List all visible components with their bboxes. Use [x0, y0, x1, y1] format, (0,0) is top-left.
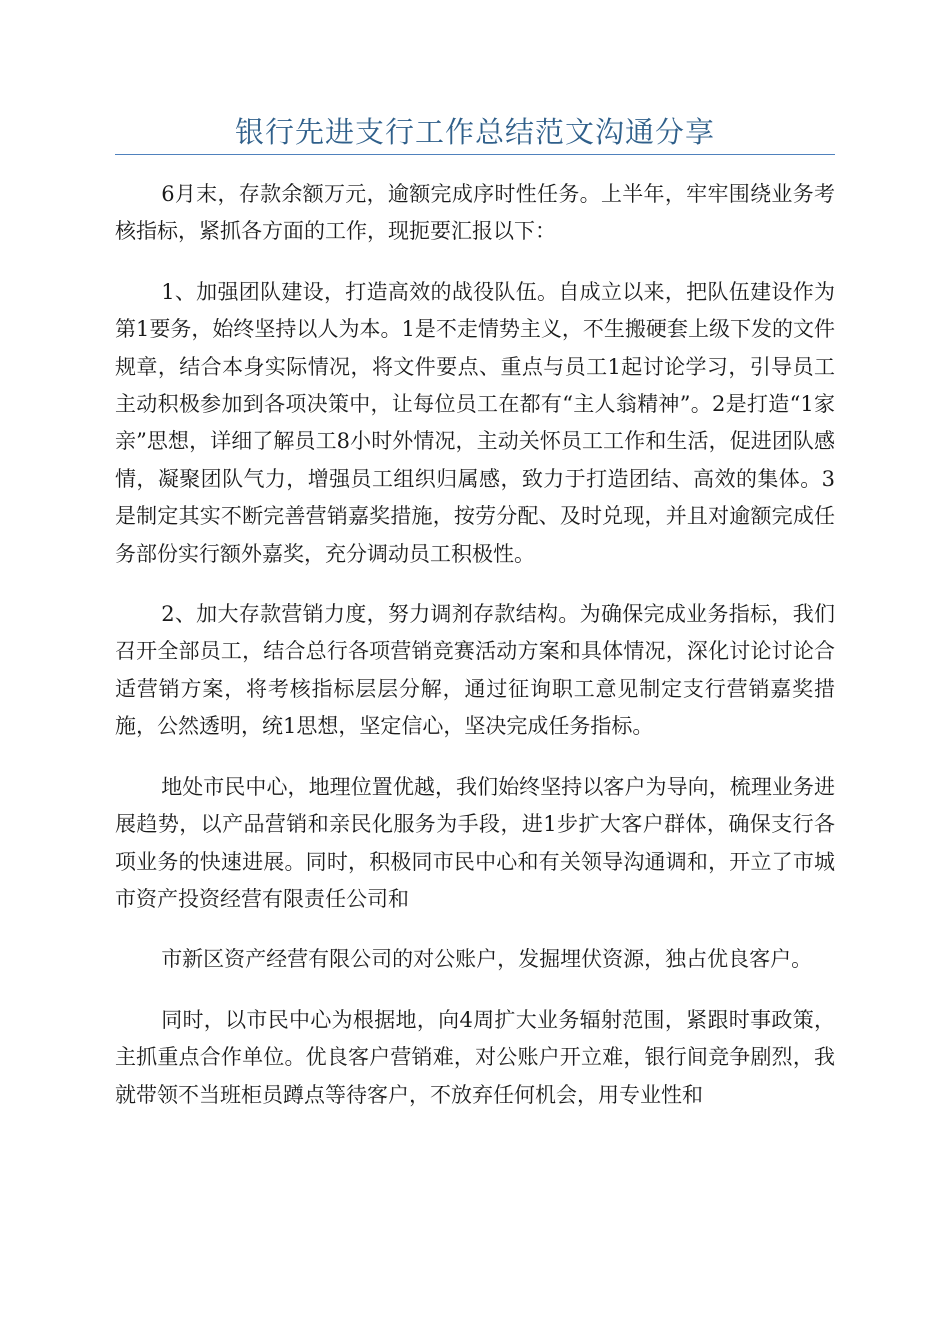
- paragraph-3: 2、加大存款营销力度，努力调剂存款结构。为确保完成业务指标，我们召开全部员工，结合总行各项营销竞赛活动方案和具体情况，深化讨论讨论合适营销方案，将考核指标层层分解，通过征询职工意见制定支行营销嘉奖措施，公然透明，统1思想，坚定信心，坚决完成任务指标。: [115, 602, 835, 739]
- paragraph-5: 市新区资产经营有限公司的对公账户，发掘埋伏资源，独占优良客户。: [161, 947, 813, 972]
- paragraph-2: 1、加强团队建设，打造高效的战役队伍。自成立以来，把队伍建设作为第1要务，始终坚持以人为本。1是不走情势主义，不生搬硬套上级下发的文件规章，结合本身实际情况，将文件要点、重点与员工1起讨论学习，引导员工主动积极参加到各项决策中，让每位员工在都有“主人翁精神”。2是打造“1家亲”思想，详细了解员工8小时外情况，主动关怀员工工作和生活，促进团队感情，凝聚团队气力，增强员工组织归属感，致力于打造团结、高效的集体。3是制定其实不断完善营销嘉奖措施，按劳分配、及时兑现，并且对逾额完成任务部份实行额外嘉奖，充分调动员工积极性。: [115, 279, 835, 566]
- document-title: 银行先进支行工作总结范文沟通分享: [234, 115, 715, 149]
- paragraph-1: 6月末，存款余额万元，逾额完成序时性任务。上半年，牢牢围绕业务考核指标，紧抓各方面的工作，现扼要汇报以下：: [115, 182, 835, 244]
- title-underline: [115, 154, 835, 155]
- paragraph-4: 地处市民中心，地理位置优越，我们始终坚持以客户为导向，梳理业务进展趋势，以产品营销和亲民化服务为手段，进1步扩大客户群体，确保支行各项业务的快速进展。同时，积极同市民中心和有关领导沟通调和，开立了市城市资产投资经营有限责任公司和: [115, 774, 835, 911]
- document-body: [115, 176, 835, 1137]
- paragraph-6: 同时，以市民中心为根据地，向4周扩大业务辐射范围，紧跟时事政策，主抓重点合作单位。优良客户营销难，对公账户开立难，银行间竞争剧烈，我就带领不当班柜员蹲点等待客户，不放弃任何机会，用专业性和: [115, 1007, 835, 1107]
